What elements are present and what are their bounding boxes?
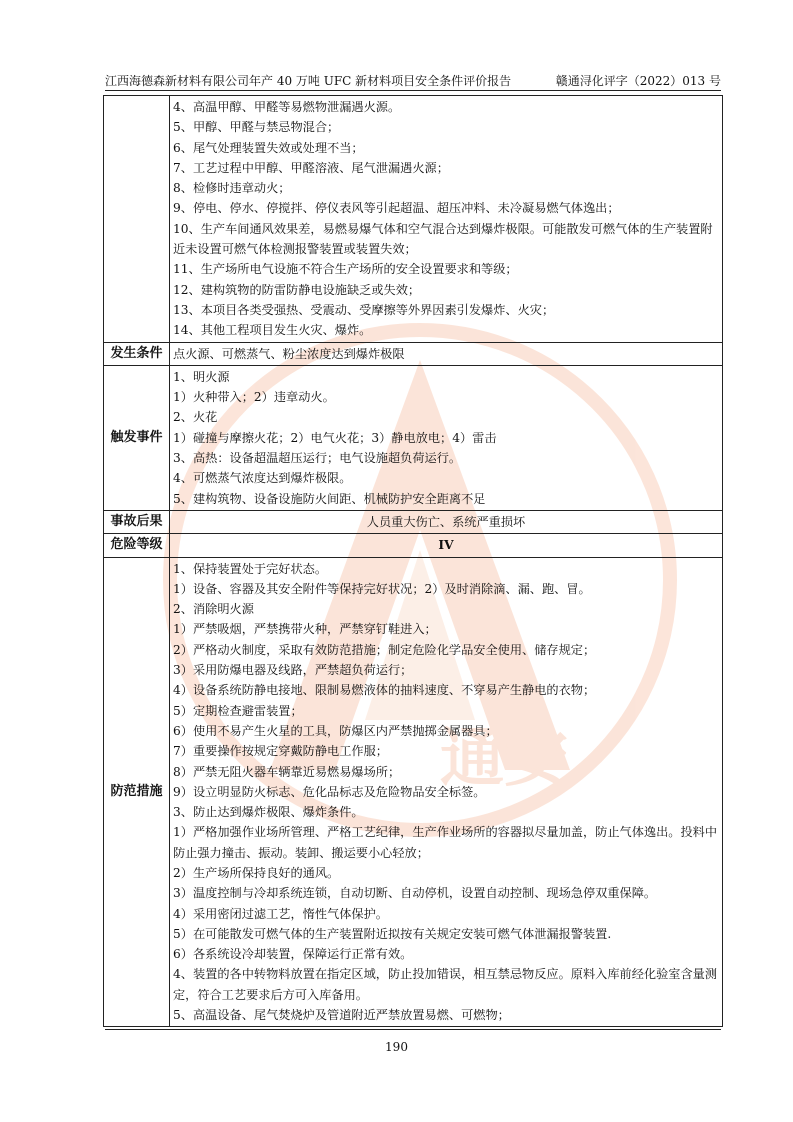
- list-item: 2、火花: [173, 410, 218, 425]
- list-item: 9）设立明显防火标志、危化品标志及危险物品安全标签。: [173, 784, 486, 799]
- list-item: 5）定期检查避雷装置；: [173, 703, 303, 718]
- watermark-text: 通安: [440, 722, 568, 796]
- list-item: 6）各系统设冷却装置，保障运行正常有效。: [173, 947, 413, 962]
- list-item: 1）设备、容器及其安全附件等保持完好状况；2）及时消除滴、漏、跑、冒。: [173, 581, 591, 596]
- list-item: 8、检修时违章动火；: [173, 181, 291, 196]
- causes-label-cell: [104, 96, 170, 343]
- danger-level-value: IV: [170, 534, 723, 557]
- prevention-label: 防范措施: [104, 557, 170, 1027]
- danger-level-label: 危险等级: [104, 534, 170, 557]
- occurrence-text: 点火源、可燃蒸气、粉尘浓度达到爆炸极限: [170, 342, 723, 365]
- list-item: 14、其他工程项目发生火灾、爆炸。: [173, 323, 372, 338]
- consequence-text: 人员重大伤亡、系统严重损坏: [170, 510, 723, 533]
- list-item: 3、防止达到爆炸极限、爆炸条件。: [173, 805, 364, 820]
- hazard-analysis-table: [103, 95, 723, 1027]
- list-item: 5）在可能散发可燃气体的生产装置附近拟按有关规定安装可燃气体泄漏报警装置.: [173, 926, 612, 941]
- list-item: 10、生产车间通风效果差，易燃易爆气体和空气混合达到爆炸极限。可能散发可燃气体的生产装置附近未设置可燃气体检测报警装置或装置失效；: [173, 221, 713, 257]
- report-number: 赣通浔化评字（2022）013 号: [555, 74, 721, 88]
- list-item: 5、甲醇、甲醛与禁忌物混合；: [173, 120, 340, 135]
- list-item: 5、建构筑物、设备设施防火间距、机械防护安全距离不足: [173, 491, 486, 506]
- list-item: 3）温度控制与冷却系统连锁，自动切断、自动停机，设置自动控制、现场急停双重保障。: [173, 886, 657, 901]
- list-item: 4、可燃蒸气浓度达到爆炸极限。: [173, 471, 352, 486]
- list-item: 1、保持装置处于完好状态。: [173, 561, 328, 576]
- page-header: [105, 70, 721, 91]
- occurrence-label: 发生条件: [104, 342, 170, 365]
- list-item: 8）严禁无阻火器车辆靠近易燃易爆场所；: [173, 764, 401, 779]
- list-item: 1、明火源: [173, 369, 230, 384]
- list-item: 4）采用密闭过滤工艺，惰性气体保护。: [173, 906, 388, 921]
- table-row-occurrence: [104, 342, 723, 365]
- list-item: 7）重要操作按规定穿戴防静电工作服；: [173, 744, 388, 759]
- prevention-content: [170, 557, 723, 1027]
- list-item: 6）使用不易产生火星的工具，防爆区内严禁抛掷金属器具；: [173, 723, 498, 738]
- list-item: 1）严禁吸烟，严禁携带火种，严禁穿钉鞋进入；: [173, 622, 437, 637]
- list-item: 12、建构筑物的防雷防静电设施缺乏或失效；: [173, 282, 421, 297]
- list-item: 4、装置的各中转物料放置在指定区域，防止投加错误，相互禁忌物反应。原料入库前经化验室含量测定，符合工艺要求后方可入库备用。: [173, 967, 718, 1002]
- list-item: 1）火种带入；2）违章动火。: [173, 390, 335, 405]
- page-number: 190: [385, 1040, 408, 1054]
- table-row-consequence: [104, 510, 723, 533]
- list-item: 1）严格加强作业场所管理、严格工艺纪律，生产作业场所的容器拟尽量加盖，防止气体逸出。投料中防止强力撞击、振动。装卸、搬运要小心轻放；: [173, 825, 718, 860]
- table-row-causes: [104, 96, 723, 343]
- list-item: 3）采用防爆电器及线路，严禁超负荷运行；: [173, 663, 413, 678]
- list-item: 13、本项目各类受强热、受震动、受摩擦等外界因素引发爆炸、火灾；: [173, 302, 555, 317]
- list-item: 1）碰撞与摩擦火花；2）电气火花；3）静电放电；4）雷击: [173, 430, 497, 445]
- list-item: 2）生产场所保持良好的通风。: [173, 865, 340, 880]
- causes-content: [170, 96, 723, 343]
- list-item: 4、高温甲醇、甲醛等易燃物泄漏遇火源。: [173, 100, 401, 114]
- list-item: 5、高温设备、尾气焚烧炉及管道附近严禁放置易燃、可燃物；: [173, 1008, 510, 1023]
- consequence-label: 事故后果: [104, 510, 170, 533]
- trigger-content: [170, 365, 723, 510]
- list-item: 2、消除明火源: [173, 602, 254, 617]
- table-row-prevention: [104, 557, 723, 1027]
- report-title: 江西海德森新材料有限公司年产 40 万吨 UFC 新材料项目安全条件评价报告: [105, 74, 512, 88]
- table-row-danger-level: [104, 534, 723, 557]
- list-item: 11、生产场所电气设施不符合生产场所的安全设置要求和等级；: [173, 262, 518, 277]
- trigger-label: 触发事件: [104, 365, 170, 510]
- list-item: 9、停电、停水、停搅拌、停仪表风等引起超温、超压冲料、未冷凝易燃气体逸出；: [173, 201, 620, 216]
- list-item: 6、尾气处理装置失效或处理不当；: [173, 140, 364, 155]
- list-item: 7、工艺过程中甲醇、甲醛溶液、尾气泄漏遇火源；: [173, 160, 449, 175]
- footer-divider: [105, 1029, 721, 1030]
- list-item: 3、高热：设备超温超压运行；电气设施超负荷运行。: [173, 451, 462, 466]
- table-row-trigger: [104, 365, 723, 510]
- list-item: 2）严格动火制度，采取有效防范措施；制定危险化学品安全使用、储存规定；: [173, 642, 596, 657]
- list-item: 4）设备系统防静电接地、限制易燃液体的抽料速度、不穿易产生静电的衣物；: [173, 683, 596, 698]
